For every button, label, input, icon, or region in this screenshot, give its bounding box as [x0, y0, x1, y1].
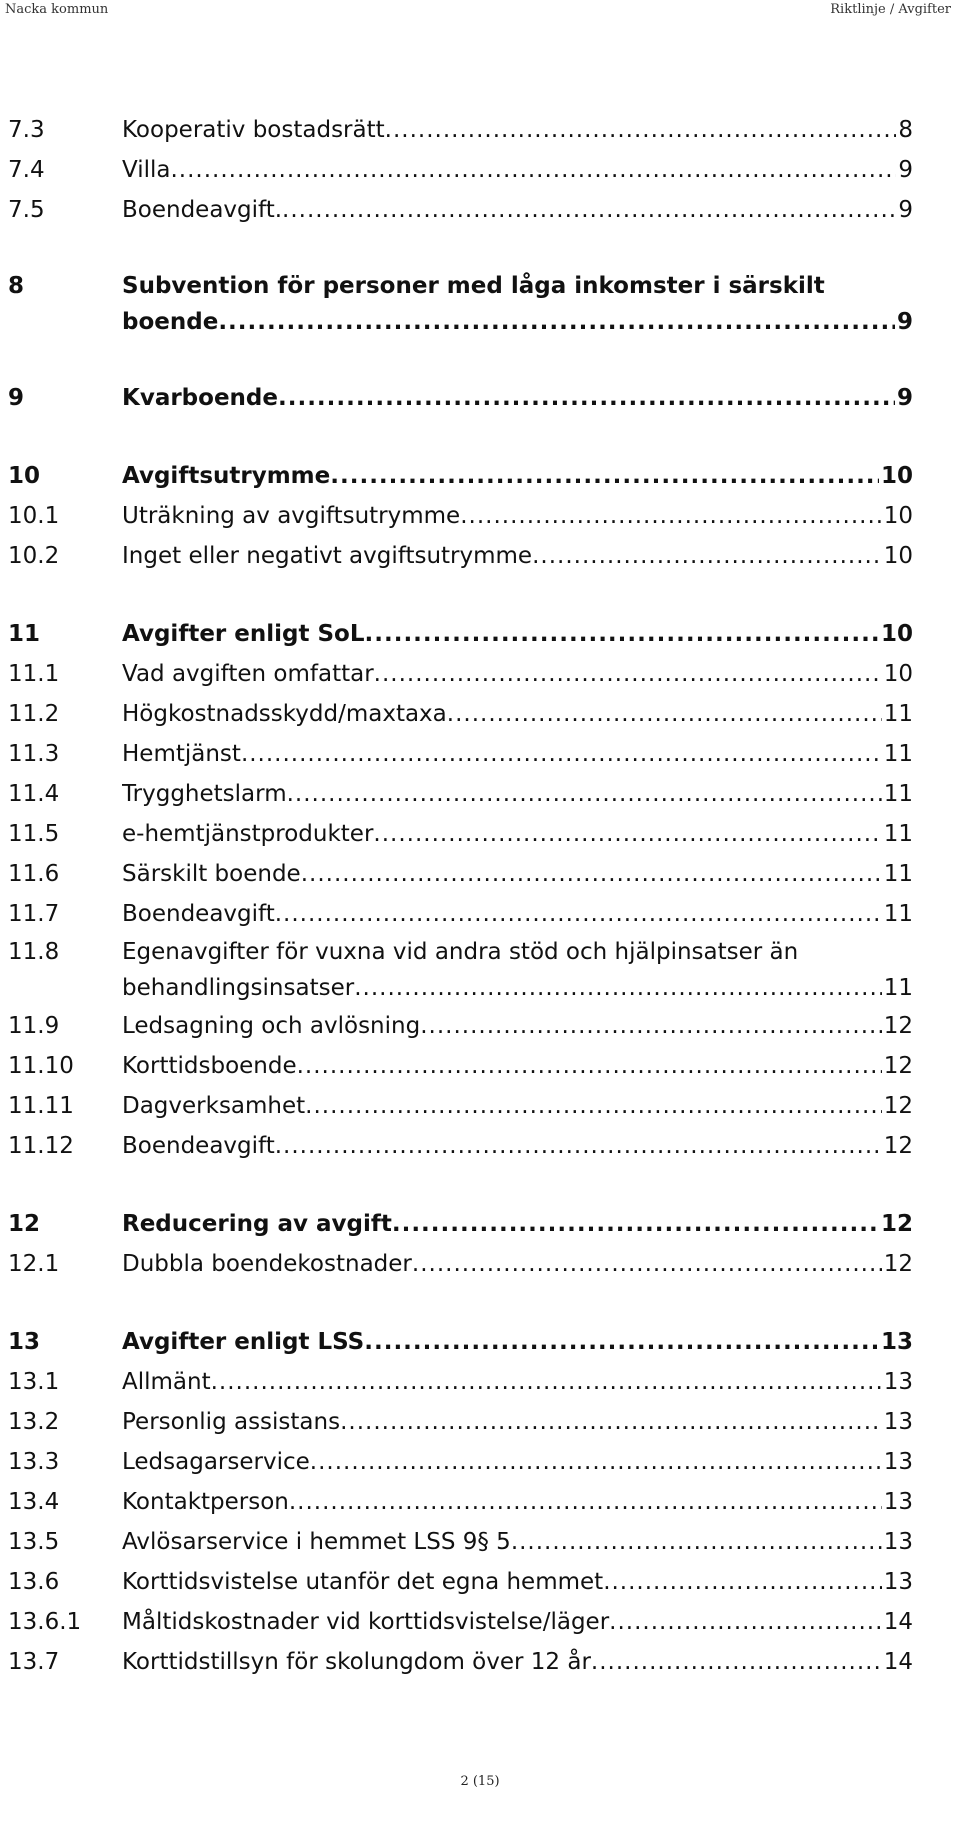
- toc-entry-title: Reducering av avgift: [122, 1211, 392, 1237]
- toc-entry-number: 11.8: [8, 939, 60, 965]
- toc-entry[interactable]: [8, 378, 913, 418]
- toc-entry[interactable]: [8, 1322, 913, 1362]
- toc-entry-page: 13: [883, 1409, 913, 1435]
- toc-entry-page: 11: [883, 741, 913, 767]
- toc-entry-title: Boendeavgift: [122, 901, 275, 927]
- toc-leader-dots: [241, 734, 882, 774]
- toc-entry-page: 11: [883, 975, 913, 1001]
- toc-entry-title: Allmänt: [122, 1369, 211, 1395]
- toc-entry-title: Trygghetslarm: [122, 781, 287, 807]
- toc-entry-title-continued: boende: [122, 309, 219, 335]
- toc-entry-page: 11: [883, 901, 913, 927]
- toc-entry[interactable]: [8, 894, 913, 934]
- toc-entry-number: 11.11: [8, 1093, 74, 1119]
- toc-leader-dots: [354, 970, 882, 1006]
- toc-entry-number: 13.2: [8, 1409, 60, 1435]
- toc-leader-dots: [211, 1362, 882, 1402]
- toc-entry[interactable]: [8, 694, 913, 734]
- toc-entry-number: 12.1: [8, 1251, 60, 1277]
- toc-entry-number: 13.6.1: [8, 1609, 82, 1635]
- toc-entry-page: 8: [898, 117, 913, 143]
- toc-entry[interactable]: [8, 1642, 913, 1682]
- toc-entry-number: 13.3: [8, 1449, 60, 1475]
- toc-entry-number: 11.2: [8, 701, 60, 727]
- toc-entry-number: 11.12: [8, 1133, 74, 1159]
- toc-leader-dots: [609, 1602, 882, 1642]
- toc-entry-page: 14: [883, 1609, 913, 1635]
- toc-entry[interactable]: [8, 734, 913, 774]
- toc-entry-title: Måltidskostnader vid korttidsvistelse/läger: [122, 1609, 610, 1635]
- toc-entry-title: Dubbla boendekostnader: [122, 1251, 412, 1277]
- toc-entry-page: 12: [880, 1211, 913, 1237]
- toc-entry-page: 9: [896, 385, 913, 411]
- header-organization: Nacka kommun: [5, 2, 109, 17]
- toc-entry-title: Boendeavgift: [122, 1133, 275, 1159]
- toc-leader-dots: [275, 894, 882, 934]
- toc-entry-number: 7.4: [8, 157, 45, 183]
- toc-leader-dots: [385, 110, 897, 150]
- toc-entry-page: 11: [883, 861, 913, 887]
- toc-entry-number: 11.3: [8, 741, 60, 767]
- toc-entry-number: 11.7: [8, 901, 60, 927]
- toc-entry-number: 11: [8, 621, 41, 647]
- toc-leader-dots: [305, 1086, 882, 1126]
- toc-entry-page: 9: [898, 197, 913, 223]
- toc-leader-dots: [218, 304, 895, 340]
- toc-entry[interactable]: [8, 456, 913, 496]
- page-header: [0, 0, 960, 26]
- toc-entry[interactable]: [8, 1562, 913, 1602]
- toc-entry-number: 10.2: [8, 543, 60, 569]
- toc-entry[interactable]: [8, 268, 913, 340]
- toc-leader-dots: [420, 1006, 882, 1046]
- toc-entry[interactable]: [8, 496, 913, 536]
- toc-leader-dots: [287, 774, 882, 814]
- toc-entry[interactable]: [8, 854, 913, 894]
- toc-entry-number: 13.5: [8, 1529, 60, 1555]
- toc-entry-number: 11.10: [8, 1053, 74, 1079]
- toc-entry-title: Personlig assistans: [122, 1409, 341, 1435]
- toc-leader-dots: [460, 496, 882, 536]
- toc-entry-page: 12: [883, 1013, 913, 1039]
- toc-entry-page: 10: [883, 543, 913, 569]
- toc-entry[interactable]: [8, 150, 913, 190]
- toc-entry-title: Dagverksamhet: [122, 1093, 306, 1119]
- header-document-title: Riktlinje / Avgifter: [830, 2, 951, 17]
- toc-entry-page: 13: [883, 1449, 913, 1475]
- toc-entry[interactable]: [8, 1482, 913, 1522]
- toc-entry-title: Ledsagning och avlösning: [122, 1013, 421, 1039]
- toc-entry[interactable]: [8, 1442, 913, 1482]
- page-number: 2 (15): [460, 1774, 500, 1789]
- toc-entry-page: 9: [898, 157, 913, 183]
- table-of-contents: [8, 110, 913, 1682]
- toc-leader-dots: [275, 1126, 882, 1166]
- toc-entry-page: 13: [883, 1369, 913, 1395]
- toc-leader-dots: [511, 1522, 882, 1562]
- toc-entry-title: Inget eller negativt avgiftsutrymme: [122, 543, 533, 569]
- toc-leader-dots: [297, 1046, 882, 1086]
- toc-entry-number: 13: [8, 1329, 41, 1355]
- toc-leader-dots: [171, 150, 897, 190]
- toc-entry[interactable]: [8, 1006, 913, 1046]
- toc-entry-title: e-hemtjänstprodukter: [122, 821, 374, 847]
- toc-entry-title: Vad avgiften omfattar: [122, 661, 374, 687]
- toc-entry[interactable]: [8, 1086, 913, 1126]
- toc-leader-dots: [412, 1244, 882, 1284]
- toc-entry-title: Högkostnadsskydd/maxtaxa: [122, 701, 447, 727]
- toc-entry-title: Avgiftsutrymme: [122, 463, 331, 489]
- toc-entry-number: 11.6: [8, 861, 60, 887]
- toc-leader-dots: [447, 694, 882, 734]
- toc-leader-dots: [289, 1482, 882, 1522]
- toc-entry-number: 11.4: [8, 781, 60, 807]
- toc-leader-dots: [392, 1204, 879, 1244]
- toc-entry-page: 10: [880, 463, 913, 489]
- toc-leader-dots: [310, 1442, 882, 1482]
- toc-leader-dots: [330, 456, 879, 496]
- toc-entry-title: Ledsagarservice: [122, 1449, 310, 1475]
- toc-entry[interactable]: [8, 1244, 913, 1284]
- toc-entry-page: 10: [883, 661, 913, 687]
- toc-entry[interactable]: [8, 1204, 913, 1244]
- toc-entry-number: 8: [8, 273, 25, 299]
- toc-entry-title: Korttidsboende: [122, 1053, 297, 1079]
- toc-leader-dots: [282, 190, 896, 230]
- toc-entry-number: 10: [8, 463, 41, 489]
- toc-leader-dots: [301, 854, 882, 894]
- toc-entry[interactable]: [8, 536, 913, 576]
- toc-entry-page: 12: [883, 1251, 913, 1277]
- toc-entry-number: 11.5: [8, 821, 60, 847]
- toc-entry-title: Uträkning av avgiftsutrymme: [122, 503, 461, 529]
- toc-entry-title: Kontaktperson: [122, 1489, 289, 1515]
- toc-entry-number: 7.5: [8, 197, 45, 223]
- toc-leader-dots: [364, 1322, 879, 1362]
- toc-entry-title: Boendeavgift.: [122, 197, 283, 223]
- toc-entry-title: Korttidstillsyn för skolungdom över 12 år: [122, 1649, 591, 1675]
- toc-entry-number: 13.7: [8, 1649, 60, 1675]
- toc-entry-page: 12: [883, 1053, 913, 1079]
- toc-entry[interactable]: [8, 1126, 913, 1166]
- toc-entry[interactable]: [8, 1362, 913, 1402]
- toc-leader-dots: [340, 1402, 882, 1442]
- toc-entry[interactable]: [8, 1602, 913, 1642]
- toc-leader-dots: [373, 814, 881, 854]
- toc-entry-page: 13: [883, 1529, 913, 1555]
- toc-entry-number: 13.4: [8, 1489, 60, 1515]
- toc-entry-number: 9: [8, 385, 25, 411]
- toc-entry-number: 11.1: [8, 661, 60, 687]
- toc-entry[interactable]: [8, 1402, 913, 1442]
- toc-entry-title: Egenavgifter för vuxna vid andra stöd och hjälpinsatser än: [122, 939, 799, 965]
- toc-leader-dots: [532, 536, 882, 576]
- toc-entry-title: Särskilt boende: [122, 861, 301, 887]
- toc-leader-dots: [278, 378, 895, 418]
- toc-entry-page: 11: [883, 781, 913, 807]
- toc-entry-title: Avgifter enligt SoL: [122, 621, 365, 647]
- toc-entry-page: 13: [883, 1489, 913, 1515]
- toc-entry-number: 10.1: [8, 503, 60, 529]
- toc-entry-number: 12: [8, 1211, 41, 1237]
- toc-entry[interactable]: [8, 774, 913, 814]
- toc-entry-page: 13: [883, 1569, 913, 1595]
- toc-entry-number: 13.6: [8, 1569, 60, 1595]
- toc-entry[interactable]: [8, 190, 913, 230]
- toc-entry[interactable]: [8, 110, 913, 150]
- toc-entry[interactable]: [8, 654, 913, 694]
- toc-entry-title: Avgifter enligt LSS: [122, 1329, 365, 1355]
- toc-entry-page: 11: [883, 701, 913, 727]
- toc-entry-page: 10: [880, 621, 913, 647]
- toc-entry[interactable]: [8, 1522, 913, 1562]
- toc-entry-title: Villa: [122, 157, 171, 183]
- toc-entry-title: Kooperativ bostadsrätt: [122, 117, 385, 143]
- toc-entry-page: 13: [880, 1329, 913, 1355]
- toc-leader-dots: [365, 614, 879, 654]
- toc-entry-title: Subvention för personer med låga inkomster i särskilt: [122, 273, 825, 299]
- toc-entry[interactable]: [8, 934, 913, 1006]
- toc-entry-page: 12: [883, 1093, 913, 1119]
- toc-entry-number: 11.9: [8, 1013, 60, 1039]
- toc-leader-dots: [603, 1562, 882, 1602]
- toc-entry-title: Hemtjänst: [122, 741, 241, 767]
- toc-entry-page: 12: [883, 1133, 913, 1159]
- toc-entry-title-continued: behandlingsinsatser: [122, 975, 355, 1001]
- toc-entry[interactable]: [8, 814, 913, 854]
- toc-entry[interactable]: [8, 1046, 913, 1086]
- toc-leader-dots: [374, 654, 882, 694]
- toc-entry-page: 10: [883, 503, 913, 529]
- toc-entry-page: 9: [896, 309, 913, 335]
- toc-leader-dots: [591, 1642, 882, 1682]
- toc-entry-title: Avlösarservice i hemmet LSS 9§ 5: [122, 1529, 511, 1555]
- toc-entry-page: 14: [883, 1649, 913, 1675]
- toc-entry-title: Kvarboende: [122, 385, 278, 411]
- toc-entry-number: 7.3: [8, 117, 45, 143]
- toc-entry-number: 13.1: [8, 1369, 60, 1395]
- toc-entry-page: 11: [883, 821, 913, 847]
- toc-entry-title: Korttidsvistelse utanför det egna hemmet: [122, 1569, 604, 1595]
- toc-entry[interactable]: [8, 614, 913, 654]
